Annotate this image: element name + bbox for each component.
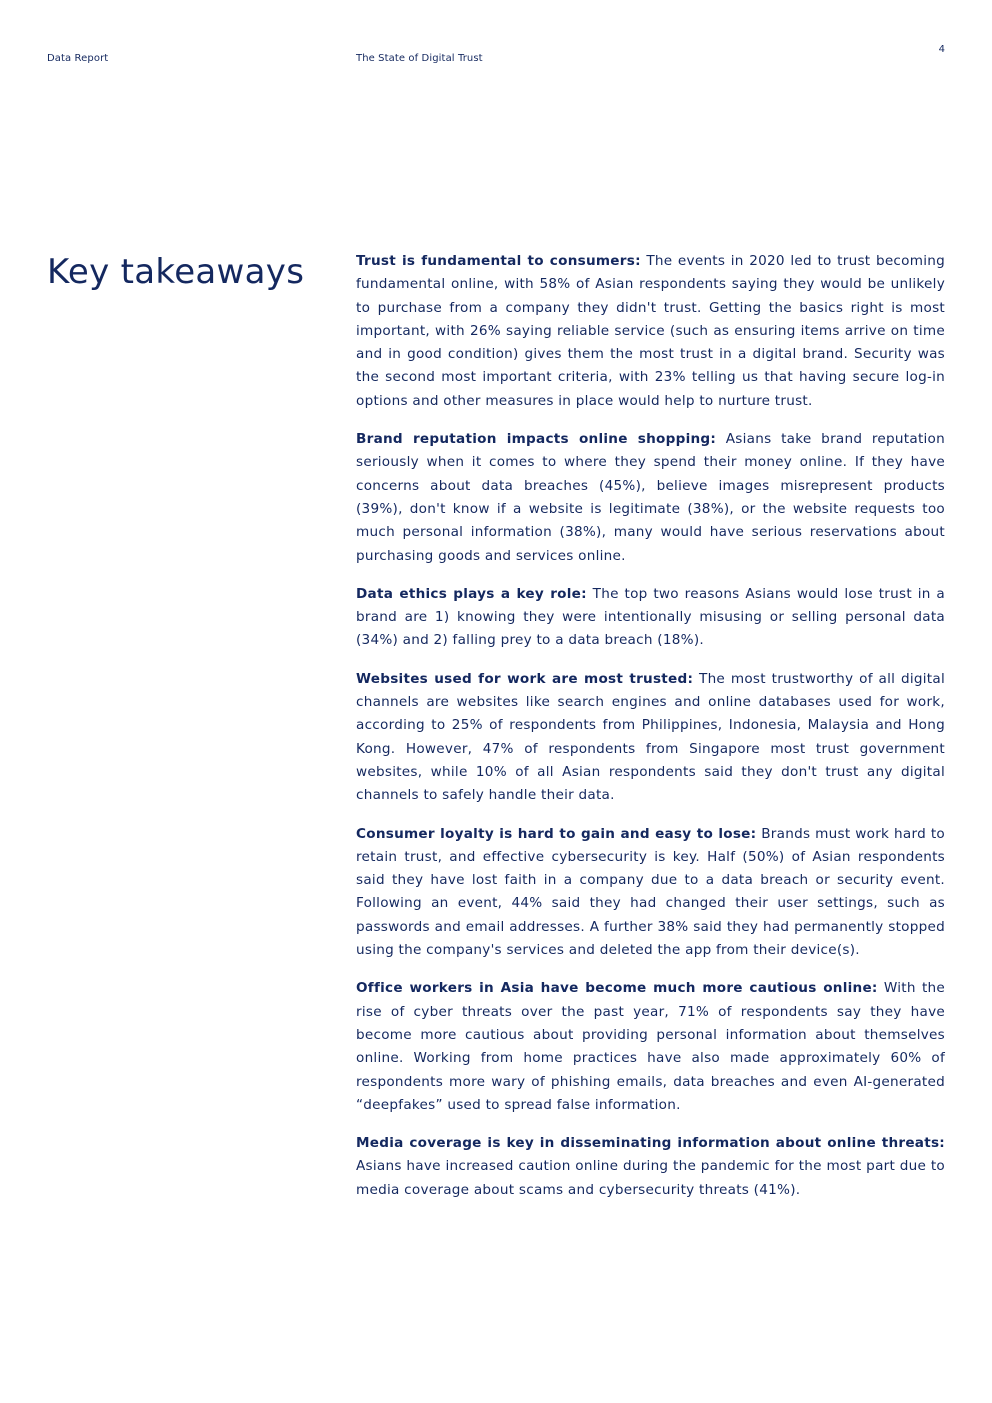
takeaway-work-websites	[356, 668, 945, 808]
takeaway-heading: Trust is fundamental to consumers:	[356, 253, 641, 269]
takeaway-brand-reputation	[356, 428, 945, 568]
takeaway-heading: Data ethics plays a key role:	[356, 585, 587, 602]
header-report-label: Data Report	[47, 53, 109, 64]
takeaway-data-ethics	[356, 583, 945, 653]
takeaway-body: Brands must work hard to retain trust, and effective cybersecurity is key. Half (50%) of Asian respondents said they have lost faith in a company due to a data breach or security event. Following an event, 44% said they had changed their user settings, such as passwords and email addresses. A further 38% said they had permanently stopped using the company's services and deleted the app from their device(s).	[356, 825, 945, 959]
takeaway-body: Asians have increased caution online during the pandemic for the most part due to media coverage about scams and cybersecurity threats (41%).	[356, 1158, 945, 1198]
page-number: 4	[938, 44, 945, 55]
page-title: Key takeaways	[47, 252, 305, 292]
takeaway-heading: Media coverage is key in disseminating information about online threats:	[356, 1135, 945, 1152]
takeaway-office-workers	[356, 977, 945, 1117]
takeaway-body: The top two reasons Asians would lose trust in a brand are 1) knowing they were intentionally misusing or selling personal data (34%) and 2) falling prey to a data breach (18%).	[356, 585, 945, 649]
takeaway-body: Asians take brand reputation seriously when it comes to where they spend their money online. If they have concerns about data breaches (45%), believe images misrepresent products (39%), don't know if a website is legitimate (38%), or the website requests too much personal information (38%), many would have serious reservations about purchasing goods and services online.	[356, 431, 945, 564]
takeaway-heading: Consumer loyalty is hard to gain and easy to lose:	[356, 825, 757, 842]
takeaway-consumer-loyalty	[356, 823, 945, 963]
takeaway-heading: Websites used for work are most trusted:	[356, 670, 694, 687]
takeaway-media-coverage	[356, 1132, 945, 1202]
takeaway-body: The events in 2020 led to trust becoming fundamental online, with 58% of Asian respondents saying they would be unlikely to purchase from a company they didn't trust. Getting the basics right is most important, with 26% saying reliable service (such as ensuring items arrive on time and in good condition) gives them the most trust in a digital brand. Security was the second most important criteria, with 23% telling us that having secure log-in options and other measures in place would help to nurture trust.	[356, 253, 945, 409]
takeaway-heading: Brand reputation impacts online shopping:	[356, 431, 717, 448]
takeaway-trust	[356, 250, 945, 413]
takeaway-body: With the rise of cyber threats over the past year, 71% of respondents say they have become more cautious about providing personal information about themselves online. Working from home practices have also made approximately 60% of respondents more wary of phishing emails, data breaches and even AI-generated “deepfakes” used to spread false information.	[356, 980, 946, 1113]
takeaway-body: The most trustworthy of all digital channels are websites like search engines and online databases used for work, according to 25% of respondents from Philippines, Indonesia, Malaysia and Hong Kong. However, 47% of respondents from Singapore most trust government websites, while 10% of all Asian respondents said they don't trust any digital channels to safely handle their data.	[356, 670, 945, 804]
takeaways-list	[356, 250, 945, 1217]
header-report-title: The State of Digital Trust	[356, 53, 483, 64]
takeaway-heading: Office workers in Asia have become much more cautious online:	[356, 980, 878, 997]
